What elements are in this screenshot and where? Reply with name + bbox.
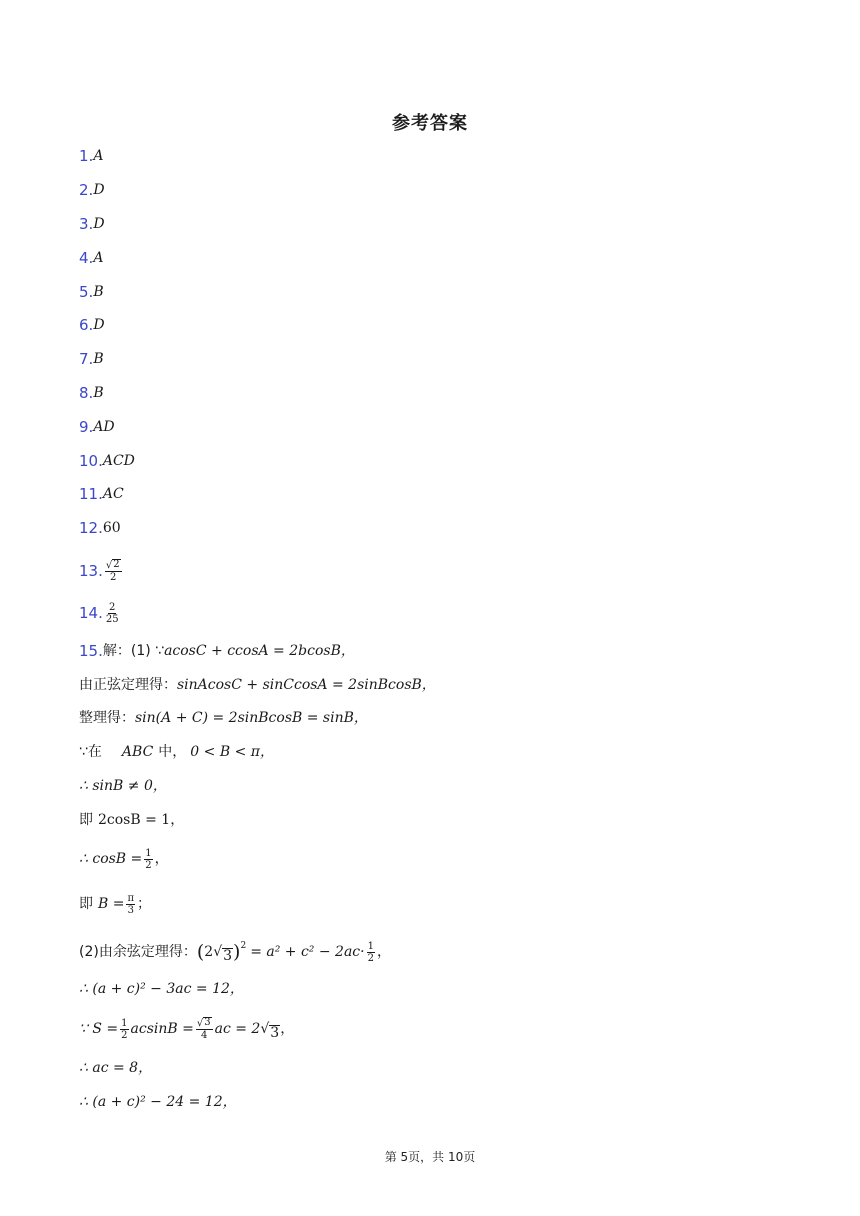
answer-number: 15. [79, 642, 103, 660]
formula: sin(A + C) = 2sinBcosB = sinB， [135, 710, 368, 726]
page-title: 参考答案 [392, 113, 468, 134]
answer-number: 6. [79, 316, 94, 334]
answer-line [79, 178, 105, 202]
answer-number: 4. [79, 249, 94, 267]
answer-value: AC [102, 486, 124, 502]
fraction: $\frac{1}{2}$ [367, 940, 374, 964]
formula: ac = 2 [214, 1021, 261, 1037]
answer-line [79, 144, 103, 168]
formula: ， [376, 944, 391, 960]
solution-line [79, 888, 151, 920]
answer-line [79, 556, 124, 586]
formula: B = [98, 896, 125, 912]
answer-line [79, 482, 124, 506]
answer-number: 11. [79, 485, 103, 503]
answer-number: 12. [79, 519, 103, 537]
answer-line [79, 516, 121, 540]
answer-line [79, 212, 105, 236]
sqrt: √ 3 [260, 1021, 280, 1042]
answer-value: B [93, 284, 104, 300]
answer-number: 8. [79, 384, 94, 402]
answer-value: AD [93, 419, 115, 435]
solution-text: 解：(1) ∵ [102, 643, 165, 659]
formula: ∴ ac = 8， [79, 1060, 153, 1076]
formula: ， [280, 1021, 295, 1037]
triangle-label: ABC [121, 744, 154, 760]
answer-line [79, 246, 103, 270]
solution-text: 整理得： [79, 710, 135, 726]
formula: ∴ cosB = [79, 851, 143, 867]
solution-line [79, 1013, 294, 1045]
answer-number: 13. [79, 562, 103, 580]
solution-line [79, 673, 436, 697]
solution-line [79, 1056, 152, 1080]
answer-line [79, 598, 122, 628]
solution-text: 中， [158, 744, 187, 760]
solution-line [79, 1090, 237, 1114]
answer-line [79, 347, 104, 371]
formula: ， [154, 851, 169, 867]
formula: ( 2 √ 3 ) $^2$ [196, 940, 247, 965]
page-footer: 第 5页，共 10页 [384, 1150, 476, 1164]
solution-line [79, 706, 368, 730]
formula: 0 < B < π， [190, 744, 274, 760]
fraction: √ 3 4 [196, 1017, 211, 1041]
answer-number: 1. [79, 147, 94, 165]
answer-number: 14. [79, 604, 103, 622]
formula: 2cosB = 1， [98, 812, 185, 828]
fraction: $\frac{2}{25}$ [105, 601, 119, 625]
solution-text: 即 [79, 812, 93, 828]
answer-number: 5. [79, 283, 94, 301]
solution-text: 即 [79, 896, 93, 912]
solution-text: 由正弦定理得： [79, 677, 177, 693]
formula: = a² + c² − 2ac· [250, 944, 365, 960]
solution-text: ∵在 [79, 744, 102, 760]
solution-line [79, 808, 184, 832]
formula: acsinB = [130, 1021, 194, 1037]
answer-number: 9. [79, 418, 94, 436]
answer-number: 2. [79, 181, 94, 199]
formula: acosC + ccosA = 2bcosB， [164, 643, 355, 659]
solution-line [79, 977, 244, 1001]
formula: ∴ (a + c)² − 3ac = 12， [79, 981, 244, 997]
fraction: $\frac{\pi}{3}$ [127, 892, 135, 916]
answer-value: B [93, 351, 104, 367]
answer-line [79, 449, 135, 473]
fraction: $\frac{1}{2}$ [121, 1017, 128, 1041]
answer-line [79, 381, 104, 405]
formula: ； [137, 896, 152, 912]
solution-line [79, 774, 167, 798]
answer-value: D [93, 317, 105, 333]
answer-value: 60 [102, 520, 121, 536]
solution-line [79, 740, 274, 764]
sqrt: √ 2 [105, 559, 120, 571]
answer-number: 3. [79, 215, 94, 233]
formula: sinAcosC + sinCcosA = 2sinBcosB， [177, 677, 436, 693]
answer-value: A [93, 148, 104, 164]
solution-text: (2)由余弦定理得： [79, 944, 197, 960]
answer-value: A [93, 250, 104, 266]
solution-line [79, 936, 391, 968]
answer-value: ACD [102, 453, 135, 469]
answer-value: D [93, 182, 105, 198]
answer-value: D [93, 216, 105, 232]
formula: ∵ S = [79, 1021, 119, 1037]
fraction: $\frac{1}{2}$ [145, 847, 152, 871]
answer-line [79, 280, 104, 304]
answer-number: 7. [79, 350, 94, 368]
formula: ∴ (a + c)² − 24 = 12， [79, 1094, 237, 1110]
answer-number: 10. [79, 452, 103, 470]
fraction: √ 2 2 [105, 559, 120, 583]
solution-line [79, 843, 169, 875]
formula: ∴ sinB ≠ 0， [79, 778, 167, 794]
answer-value: B [93, 385, 104, 401]
solution-line [79, 639, 355, 663]
answer-line [79, 313, 105, 337]
answer-line [79, 415, 115, 439]
